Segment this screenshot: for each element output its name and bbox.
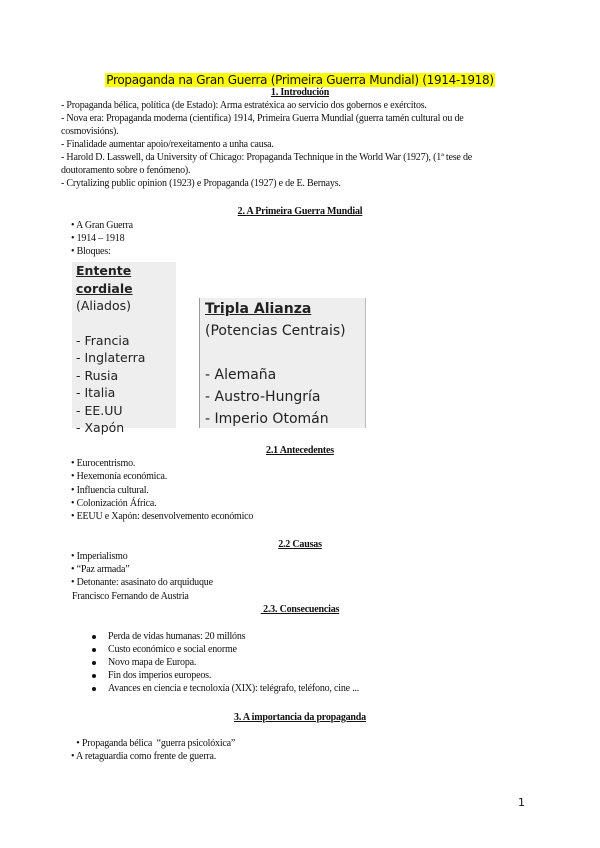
bullet-icon (92, 648, 96, 652)
list-item: • Hexemonía económica. (71, 471, 168, 482)
list-item: • A Gran Guerra (71, 220, 133, 231)
list-item: Francisco Fernando de Austria (72, 591, 189, 602)
list-item: Perda de vidas humanas: 20 millóns (108, 631, 246, 642)
list-item: • Eurocentrismo. (71, 458, 136, 469)
tripla-image (199, 298, 366, 428)
entente-member: - Italia (76, 385, 116, 400)
intro-line: cosmovisións). (61, 126, 119, 137)
list-item: • Detonante: asasinato do arquiduque (71, 577, 213, 588)
page-number: 1 (518, 796, 525, 809)
list-item: • Influencia cultural. (71, 485, 149, 496)
document-title: Propaganda na Gran Guerra (Primeira Guerra Mundial) (1914-1918) (106, 73, 494, 87)
bullet-icon (92, 674, 96, 678)
tripla-member: - Imperio Otomán (205, 411, 329, 427)
list-item: • A retaguardia como frente de guerra. (71, 751, 216, 762)
tripla-title: Tripla Alianza (205, 301, 312, 317)
bullet-icon (92, 635, 96, 639)
intro-heading: 1. Introdución (270, 87, 330, 98)
entente-member: - EE.UU (76, 402, 123, 418)
entente-member: - Rusia (76, 367, 119, 383)
tripla-member: - Austro-Hungría (205, 389, 321, 405)
intro-line: - Finalidade aumentar apoio/rexeitamento a unha causa. (61, 139, 274, 150)
entente-title: Entente cordiale (76, 263, 133, 296)
bullet-icon (92, 661, 96, 665)
intro-line: - Propaganda bélica, política (de Estado): Arma estratéxica ao servicio dos gobernos e exércitos. (61, 100, 427, 111)
entente-subtitle: (Aliados) (76, 298, 132, 313)
intro-line: doutoramento sobre o fenómeno). (61, 165, 191, 176)
list-item: • Bloques: (71, 246, 111, 257)
propaganda-heading: 3. A importancia da propaganda (234, 712, 366, 723)
entente-member: - Inglaterra (76, 350, 146, 365)
tripla-member: - Alemaña (205, 367, 277, 383)
consecuencias-heading: 2.3. Consecuencias (260, 604, 340, 615)
intro-line: - Nova era: Propaganda moderna (científica) 1914, Primeira Guerra Mundial (guerra tamén cultural ou de (61, 113, 464, 124)
list-item: • Colonización África. (71, 498, 157, 509)
intro-line: - Harold D. Lasswell, da University of Chicago: Propaganda Technique in the World War (1927), (1ª tese de (61, 152, 473, 163)
list-item: Novo mapa de Europa. (108, 657, 197, 668)
list-item: • Propaganda bélica “guerra psicolóxica” (74, 738, 236, 749)
list-item: • 1914 – 1918 (71, 233, 125, 244)
list-item: • “Paz armada” (71, 564, 130, 575)
list-item: • Imperialismo (71, 551, 128, 562)
intro-line: - Crytalizing public opinion (1923) e Propaganda (1927) e de E. Bernays. (61, 178, 341, 189)
causas-heading: 2.2 Causas (278, 539, 322, 550)
tripla-subtitle: (Potencias Centrais) (205, 323, 346, 339)
entente-image (72, 262, 176, 435)
list-item: Avances en ciencia e tecnoloxía (XIX): telégrafo, teléfono, cine ... (108, 683, 360, 694)
entente-member: - Francia (76, 332, 130, 348)
bullet-icon (92, 687, 96, 691)
entente-member: - Xapón (76, 420, 125, 435)
list-item: • EEUU e Xapón: desenvolvemento económico (71, 511, 254, 522)
antecedentes-heading: 2.1 Antecedentes (266, 445, 334, 456)
section2-heading: 2. A Primeira Guerra Mundial (237, 206, 363, 217)
list-item: Custo económico e social enorme (108, 644, 237, 655)
list-item: Fin dos imperios europeos. (108, 670, 212, 681)
